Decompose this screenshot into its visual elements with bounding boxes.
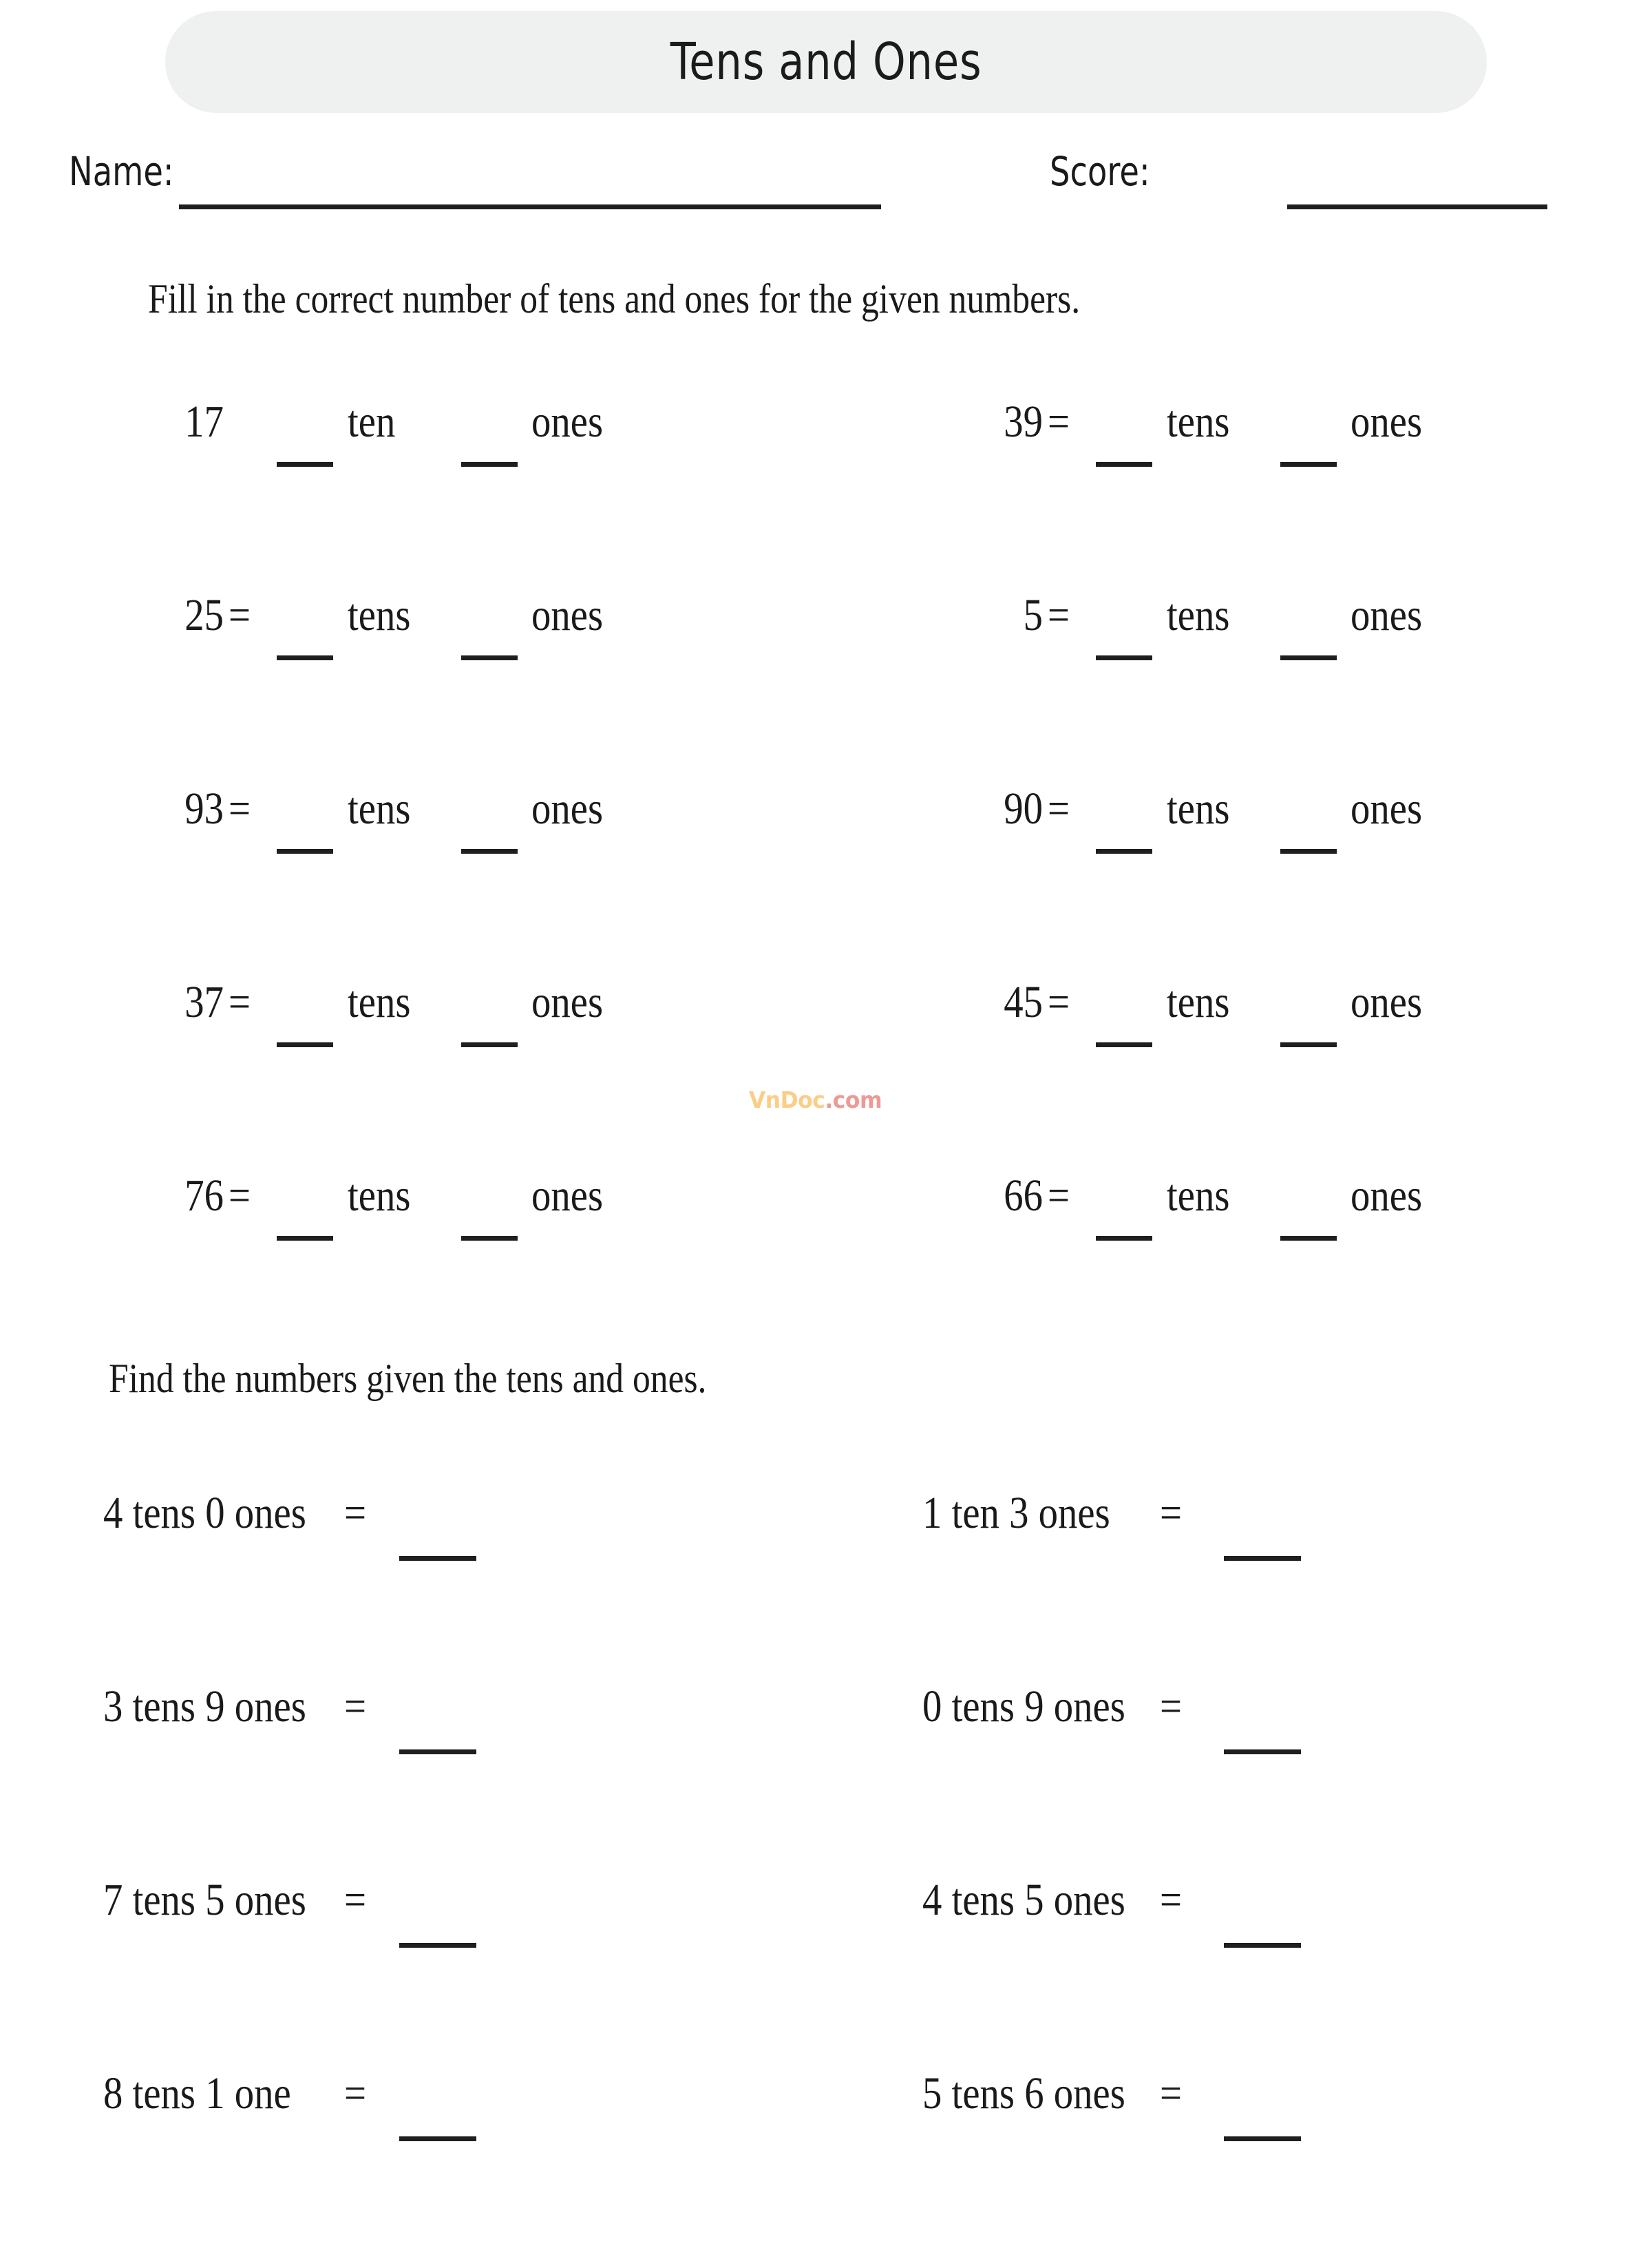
tens-word: tens <box>1167 977 1230 1027</box>
ones-word: ones <box>531 1170 604 1221</box>
equals-sign: = <box>344 1875 367 1925</box>
problem-item <box>922 1681 1611 1777</box>
problem-number: 25 <box>184 590 224 640</box>
equals-sign: = <box>1160 2068 1183 2118</box>
equals-sign: = <box>1048 397 1070 447</box>
equals-sign: = <box>1160 1488 1183 1538</box>
problem-item <box>922 783 1611 879</box>
number-answer-blank[interactable] <box>1224 1943 1301 1948</box>
number-answer-blank[interactable] <box>1224 1556 1301 1561</box>
score-label: Score: <box>1050 148 1150 195</box>
problem-row <box>0 396 1652 589</box>
problem-item <box>103 396 860 492</box>
ones-answer-blank[interactable] <box>1280 1042 1337 1047</box>
problem-item <box>922 2068 1611 2164</box>
tens-ones-expression: 1 ten 3 ones <box>922 1488 1110 1538</box>
equals-sign: = <box>1048 1170 1070 1221</box>
watermark-tld: .com <box>825 1086 882 1113</box>
tens-word: tens <box>1167 1170 1230 1221</box>
section1-instruction: Fill in the correct number of tens and ones for the given numbers. <box>148 276 1081 322</box>
tens-ones-expression: 4 tens 5 ones <box>922 1875 1125 1925</box>
tens-word: tens <box>1167 784 1230 834</box>
ones-answer-blank[interactable] <box>1280 1236 1337 1241</box>
watermark-brand: VnDoc <box>749 1086 825 1113</box>
tens-ones-expression: 5 tens 6 ones <box>922 2068 1125 2118</box>
tens-ones-expression: 7 tens 5 ones <box>103 1875 306 1925</box>
number-answer-blank[interactable] <box>399 1749 476 1754</box>
problem-row <box>0 976 1652 1170</box>
tens-answer-blank[interactable] <box>1096 462 1152 467</box>
tens-ones-expression: 8 tens 1 one <box>103 2068 291 2118</box>
page-title: Tens and Ones <box>670 32 982 92</box>
tens-word: tens <box>1167 590 1230 640</box>
ones-answer-blank[interactable] <box>1280 462 1337 467</box>
equals-sign: = <box>1048 784 1070 834</box>
tens-word: tens <box>348 784 411 834</box>
tens-ones-expression: 4 tens 0 ones <box>103 1488 306 1538</box>
equals-sign: = <box>344 1681 367 1732</box>
problem-item <box>922 589 1611 686</box>
problem-item <box>103 1874 860 1970</box>
score-input-line[interactable] <box>1287 204 1547 209</box>
equals-sign: = <box>229 1170 251 1221</box>
problem-row <box>0 1681 1652 1874</box>
title-banner <box>165 11 1487 113</box>
problem-item <box>103 976 860 1073</box>
section1-problem-grid <box>0 396 1652 1363</box>
tens-ones-expression: 0 tens 9 ones <box>922 1681 1125 1732</box>
problem-row <box>0 1170 1652 1363</box>
tens-answer-blank[interactable] <box>1096 1042 1152 1047</box>
section2-problem-grid <box>0 1487 1652 2261</box>
number-answer-blank[interactable] <box>1224 2136 1301 2141</box>
number-answer-blank[interactable] <box>399 1943 476 1948</box>
tens-word: tens <box>348 1170 411 1221</box>
tens-word: tens <box>348 977 411 1027</box>
problem-row <box>0 1487 1652 1681</box>
equals-sign: = <box>1160 1875 1183 1925</box>
problem-number: 93 <box>184 784 224 834</box>
problem-item <box>922 1170 1611 1266</box>
ones-answer-blank[interactable] <box>1280 655 1337 660</box>
equals-sign: = <box>1160 1681 1183 1732</box>
tens-answer-blank[interactable] <box>277 1236 333 1241</box>
equals-sign: = <box>1048 977 1070 1027</box>
ones-answer-blank[interactable] <box>1280 849 1337 854</box>
tens-answer-blank[interactable] <box>277 1042 333 1047</box>
ones-word: ones <box>531 590 604 640</box>
tens-answer-blank[interactable] <box>1096 849 1152 854</box>
problem-number: 76 <box>184 1170 224 1221</box>
problem-number: 37 <box>184 977 224 1027</box>
tens-answer-blank[interactable] <box>1096 1236 1152 1241</box>
equals-sign: = <box>229 977 251 1027</box>
problem-number: 45 <box>1004 977 1043 1027</box>
problem-item <box>922 1487 1611 1584</box>
problem-number: 39 <box>1004 397 1043 447</box>
problem-item <box>103 1170 860 1266</box>
ones-word: ones <box>1351 590 1423 640</box>
tens-ones-expression: 3 tens 9 ones <box>103 1681 306 1732</box>
problem-row <box>0 783 1652 976</box>
ones-answer-blank[interactable] <box>461 462 518 467</box>
problem-item <box>922 976 1611 1073</box>
equals-sign: = <box>1048 590 1070 640</box>
ones-word: ones <box>531 397 604 447</box>
number-answer-blank[interactable] <box>399 2136 476 2141</box>
ones-word: ones <box>1351 1170 1423 1221</box>
problem-number: 66 <box>1004 1170 1043 1221</box>
vndoc-watermark <box>749 1086 882 1113</box>
problem-number: 5 <box>1023 590 1043 640</box>
tens-answer-blank[interactable] <box>277 462 333 467</box>
number-answer-blank[interactable] <box>399 1556 476 1561</box>
ones-answer-blank[interactable] <box>461 1236 518 1241</box>
equals-sign: = <box>344 2068 367 2118</box>
ones-word: ones <box>531 977 604 1027</box>
ones-answer-blank[interactable] <box>461 655 518 660</box>
problem-item <box>922 396 1611 492</box>
ones-word: ones <box>531 784 604 834</box>
ones-answer-blank[interactable] <box>461 849 518 854</box>
tens-word: tens <box>348 590 411 640</box>
number-answer-blank[interactable] <box>1224 1749 1301 1754</box>
tens-word: tens <box>1167 397 1230 447</box>
problem-row <box>0 2068 1652 2261</box>
problem-item <box>103 589 860 686</box>
problem-item <box>103 1681 860 1777</box>
section2-instruction: Find the numbers given the tens and ones. <box>109 1356 707 1401</box>
tens-answer-blank[interactable] <box>1096 655 1152 660</box>
problem-item <box>103 2068 860 2164</box>
problem-row <box>0 589 1652 783</box>
name-input-line[interactable] <box>179 204 881 209</box>
name-label: Name: <box>69 148 174 195</box>
problem-row <box>0 1874 1652 2068</box>
ones-word: ones <box>1351 397 1423 447</box>
problem-number: 90 <box>1004 784 1043 834</box>
problem-item <box>103 1487 860 1584</box>
equals-sign: = <box>229 784 251 834</box>
problem-item <box>103 783 860 879</box>
equals-sign: = <box>344 1488 367 1538</box>
ones-answer-blank[interactable] <box>461 1042 518 1047</box>
tens-answer-blank[interactable] <box>277 655 333 660</box>
ones-word: ones <box>1351 784 1423 834</box>
problem-number: 17 <box>184 397 224 447</box>
equals-sign: = <box>229 590 251 640</box>
name-score-row <box>69 148 1569 213</box>
tens-answer-blank[interactable] <box>277 849 333 854</box>
problem-item <box>922 1874 1611 1970</box>
tens-word: ten <box>348 397 396 447</box>
ones-word: ones <box>1351 977 1423 1027</box>
